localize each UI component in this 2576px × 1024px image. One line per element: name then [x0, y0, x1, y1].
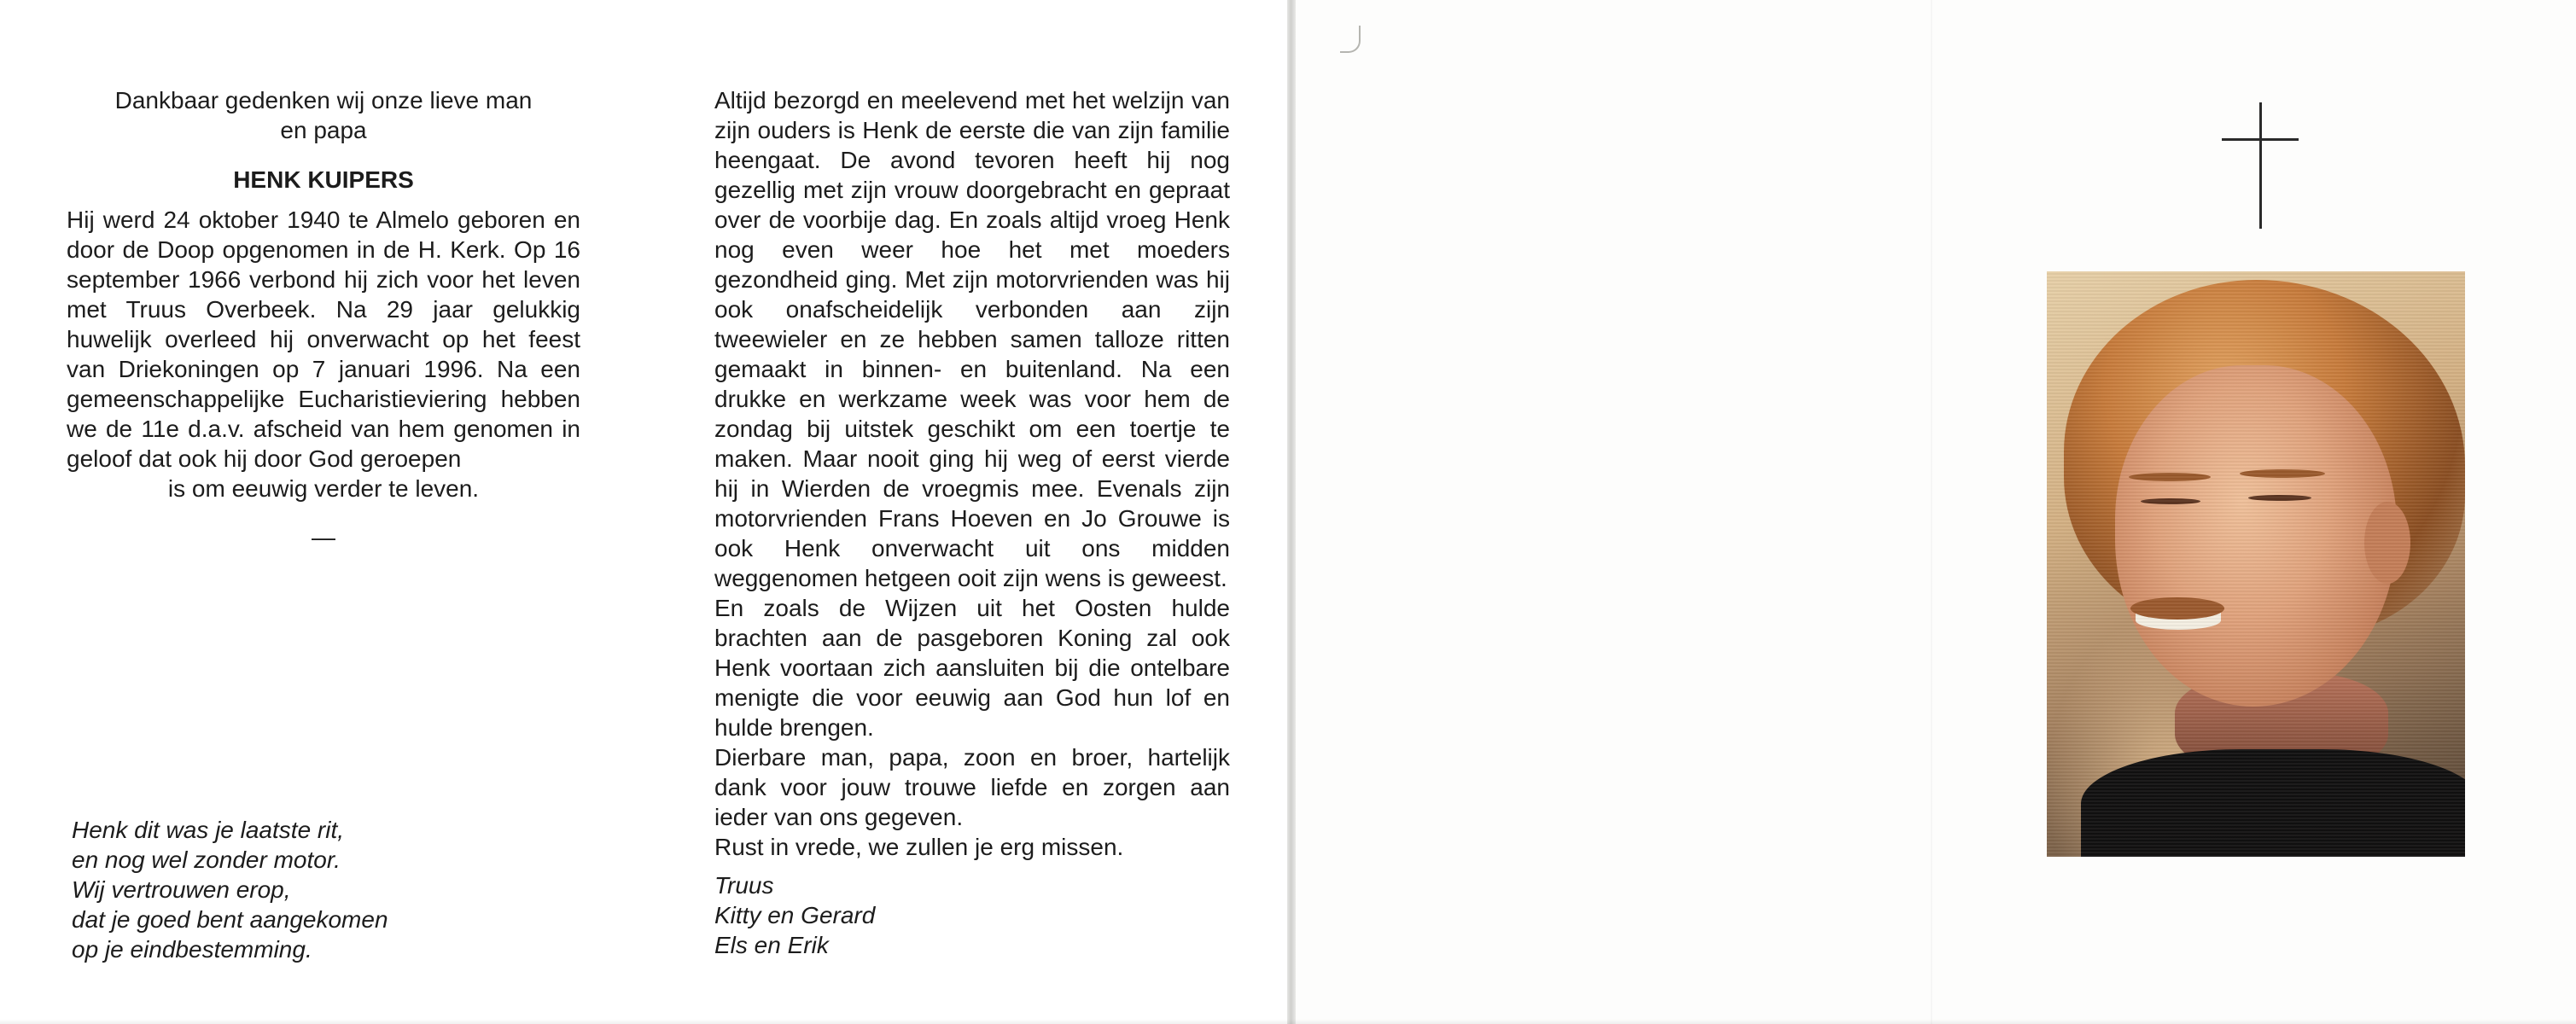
memorial-poem: [72, 815, 584, 964]
memorial-column-right: [714, 85, 1230, 960]
card-fold-line: [1931, 0, 1932, 1024]
biography-paragraph: Hij werd 24 oktober 1940 te Almelo geboren en door de Doop opgenomen in de H. Kerk. Op 16 september 1966 verbond hij zich voor het leven met Truus Overbeek. Na 29 jaar gelukkig huwelijk overleed hij onverwacht op het feest van Driekoningen op 7 januari 1996. Na een gemeenschappelijke Eucharistieviering hebben we de 11e d.a.v. afscheid van hem genomen in geloof dat ook hij door God geroepen: [67, 207, 580, 472]
section-divider: —: [312, 524, 335, 550]
poem-line: Wij vertrouwen erop,: [72, 876, 291, 903]
portrait-photo: [2047, 271, 2465, 857]
intro-line: en papa: [280, 117, 367, 143]
biography-closing-line: is om eeuwig verder te leven.: [167, 475, 480, 502]
signatory-name: Kitty en Gerard: [714, 902, 876, 928]
biography-text: [67, 205, 580, 503]
poem-line: dat je goed bent aangekomen: [72, 906, 388, 933]
memorial-column-left: [67, 85, 580, 552]
card-gap: [1287, 0, 1296, 1024]
intro-line: Dankbaar gedenken wij onze lieve man: [114, 87, 533, 113]
intro-text: [67, 85, 580, 145]
signatories: [714, 870, 1230, 960]
tribute-paragraph: Dierbare man, papa, zoon en broer, hartelijk dank voor jouw trouwe liefde en zorgen aan ieder van ons gegeven.: [714, 744, 1230, 830]
tribute-paragraph: Altijd bezorgd en meelevend met het welzijn van zijn ouders is Henk de eerste die van zijn familie heengaat. De avond tevoren heeft hij nog gezellig met zijn vrouw doorgebracht en gepraat over de voorbije dag. En zoals altijd vroeg Henk nog even weer hoe het met moeders gezondheid ging. Met zijn motorvrienden was hij ook onafscheidelijk verbonden aan zijn tweewieler en ze hebben samen talloze ritten gemaakt in binnen- en buitenland. Na een drukke en werkzame week was voor hem de zondag bij uitstek geschikt om een toertje te maken. Maar nooit ging hij weg of eerst vierde hij in Wierden de vroegmis mee. Evenals zijn motorvrienden Frans Hoeven en Jo Grouwe is ook Henk onverwacht uit ons midden weggenomen hetgeen ooit zijn wens is geweest.: [714, 87, 1230, 591]
cross-vertical-bar: [2259, 102, 2262, 229]
poem-line: op je eindbestemming.: [72, 936, 312, 963]
deceased-name: HENK KUIPERS: [233, 166, 414, 193]
signatory-name: Truus: [714, 872, 774, 899]
paper-crease-mark: [1340, 26, 1361, 53]
poem-line: Henk dit was je laatste rit,: [72, 817, 345, 843]
cross-horizontal-bar: [2222, 138, 2299, 141]
photo-paper-texture: [2047, 271, 2465, 857]
cross-icon: [2222, 102, 2299, 229]
tribute-paragraph: Rust in vrede, we zullen je erg missen.: [714, 834, 1124, 860]
left-card-panel: [0, 0, 1287, 1024]
poem-line: en nog wel zonder motor.: [72, 847, 341, 873]
scan-edge-shadow: [0, 1019, 2576, 1024]
signatory-name: Els en Erik: [714, 932, 829, 958]
tribute-paragraph: En zoals de Wijzen uit het Oosten hulde brachten aan de pasgeboren Koning zal ook Henk voortaan zich aansluiten bij die ontelbare menigte die voor eeuwig aan God hun lof en hulde brengen.: [714, 595, 1230, 741]
tribute-text: [714, 85, 1230, 862]
